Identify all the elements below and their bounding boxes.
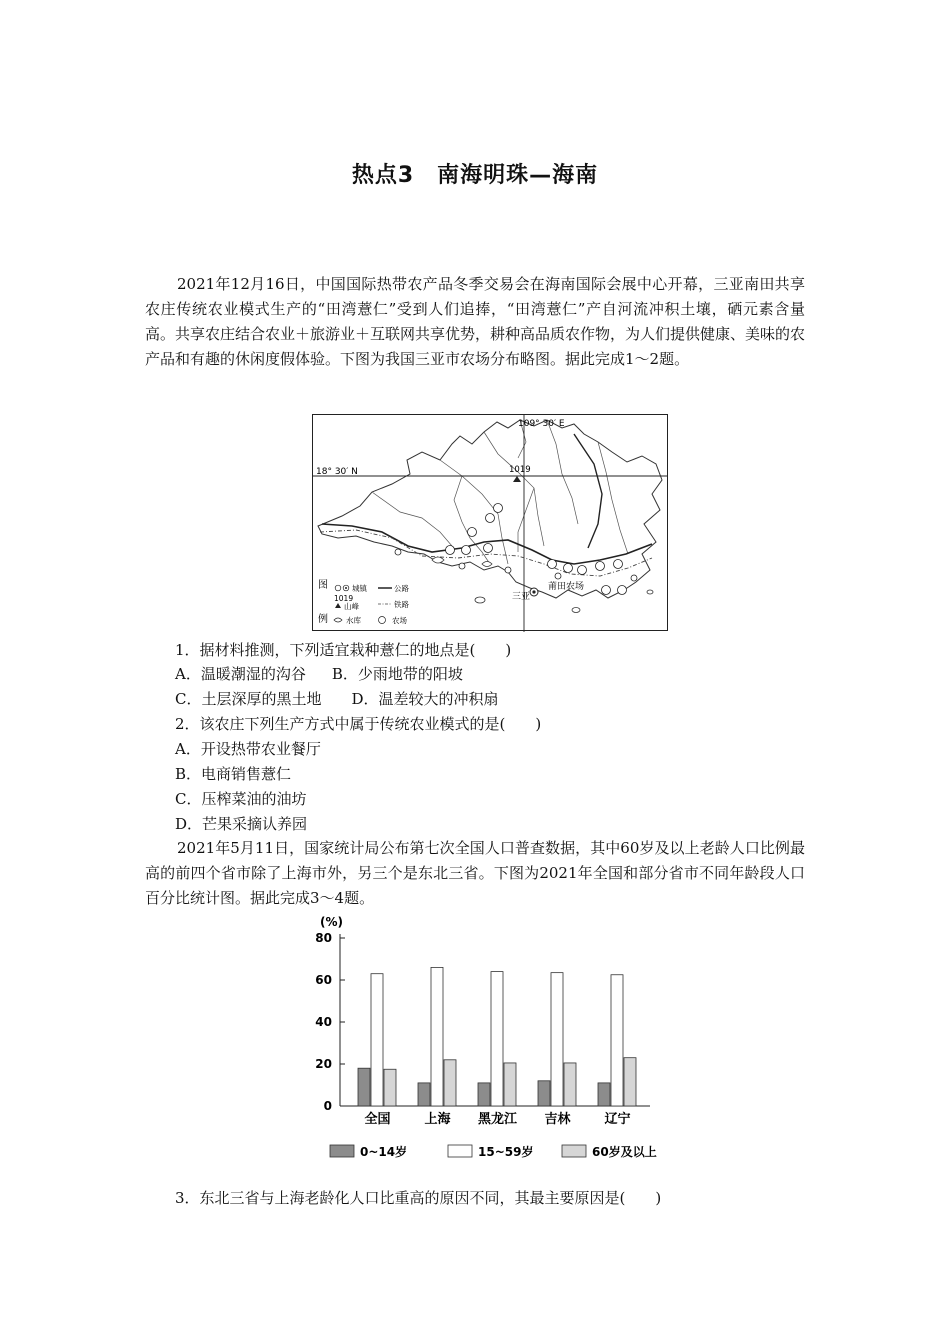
intro-paragraph-2: 2021年5月11日，国家统计局公布第七次全国人口普查数据，其中60岁及以上老龄人口比例最高的前四个省市除了上海市外，另三个是东北三省。下图为2021年全国和部分省市不同年龄段人口百分比统计图。据此完成3～4题。 (145, 839, 805, 907)
longitude-label: 109° 30′ E (518, 419, 565, 429)
bar-1-1 (431, 967, 443, 1106)
q1-option-d[interactable]: D．温差较大的冲积扇 (351, 690, 499, 708)
sanya-farm-map (312, 414, 668, 632)
q1-stem: 1．据材料推测，下列适宜栽种薏仁的地点是( ) (175, 641, 512, 659)
bar-4-0 (598, 1083, 610, 1106)
bar-2-2 (504, 1063, 516, 1106)
y-tick-label: 40 (315, 1015, 332, 1029)
bar-3-2 (564, 1063, 576, 1106)
bar-1-0 (418, 1083, 430, 1106)
y-tick-label: 80 (315, 931, 332, 945)
y-tick-label: 0 (323, 1099, 332, 1113)
q1-option-c-d (175, 687, 499, 711)
page-title: 热点3 南海明珠—海南 (351, 163, 599, 188)
x-tick-label: 辽宁 (604, 1112, 631, 1127)
bar-0-2 (384, 1069, 396, 1106)
q1-option-a[interactable]: A．温暖潮湿的沟谷 (175, 665, 306, 683)
bar-0-1 (371, 974, 383, 1106)
legend-swatch-0 (330, 1145, 354, 1157)
sanya-label: 三亚 (512, 592, 531, 602)
chart-legend (330, 1144, 657, 1159)
x-tick-label: 全国 (364, 1112, 391, 1127)
svg-text:铁路: 铁路 (394, 600, 409, 609)
q2-option-d[interactable]: D．芒果采摘认养园 (175, 815, 308, 833)
svg-text:例: 例 (318, 614, 328, 625)
q3-stem: 3．东北三省与上海老龄化人口比重高的原因不同，其最主要原因是( ) (175, 1189, 662, 1207)
x-tick-label: 黑龙江 (477, 1112, 518, 1127)
bar-2-1 (491, 972, 503, 1106)
svg-text:1019: 1019 (334, 594, 354, 603)
q2-option-a[interactable]: A．开设热带农业餐厅 (175, 740, 321, 758)
svg-text:图: 图 (318, 580, 328, 591)
svg-text:公路: 公路 (394, 584, 409, 593)
svg-text:山峰: 山峰 (344, 602, 359, 611)
latitude-label: 18° 30′ N (316, 467, 358, 477)
bar-3-0 (538, 1081, 550, 1106)
bar-3-1 (551, 973, 563, 1106)
q1-option-b[interactable]: B．少雨地带的阳坡 (331, 665, 463, 683)
x-tick-label: 上海 (424, 1112, 451, 1127)
y-tick-label: 60 (315, 973, 332, 987)
bar-0-0 (358, 1068, 370, 1106)
svg-text:农场: 农场 (392, 616, 407, 625)
svg-text:水库: 水库 (346, 616, 361, 625)
legend-swatch-1 (448, 1145, 472, 1157)
svg-text:城镇: 城镇 (352, 584, 367, 593)
population-bar-chart (300, 910, 680, 1168)
bar-4-1 (611, 975, 623, 1106)
x-tick-label: 吉林 (544, 1112, 571, 1127)
legend-label-2: 60岁及以上 (592, 1145, 657, 1159)
y-axis-unit: (%) (320, 915, 343, 929)
y-tick-label: 20 (315, 1057, 332, 1071)
q1-option-c[interactable]: C．土层深厚的黑土地 (175, 690, 322, 708)
q2-option-c[interactable]: C．压榨菜油的油坊 (175, 790, 307, 808)
legend-swatch-2 (562, 1145, 586, 1157)
legend-label-1: 15~59岁 (478, 1145, 534, 1159)
farm-name-label: 莆田农场 (548, 582, 585, 592)
bar-4-2 (624, 1058, 636, 1106)
legend-label-0: 0~14岁 (360, 1145, 408, 1159)
intro-paragraph-1: 2021年12月16日，中国国际热带农产品冬季交易会在海南国际会展中心开幕，三亚南田共享农庄传统农业模式生产的“田湾薏仁”受到人们追捧，“田湾薏仁”产自河流冲积土壤，硒元素含量高。共享农庄结合农业＋旅游业＋互联网共享优势，耕种高品质农作物，为人们提供健康、美味的农产品和有趣的休闲度假体验。下图为我国三亚市农场分布略图。据此完成1～2题。 (145, 275, 806, 368)
q2-option-b[interactable]: B．电商销售薏仁 (175, 765, 292, 783)
peak-label: 1019 (509, 465, 531, 475)
bar-1-2 (444, 1060, 456, 1106)
q1-option-a-b (175, 662, 463, 686)
bar-2-0 (478, 1083, 490, 1106)
q2-stem: 2．该农庄下列生产方式中属于传统农业模式的是( ) (175, 715, 542, 733)
